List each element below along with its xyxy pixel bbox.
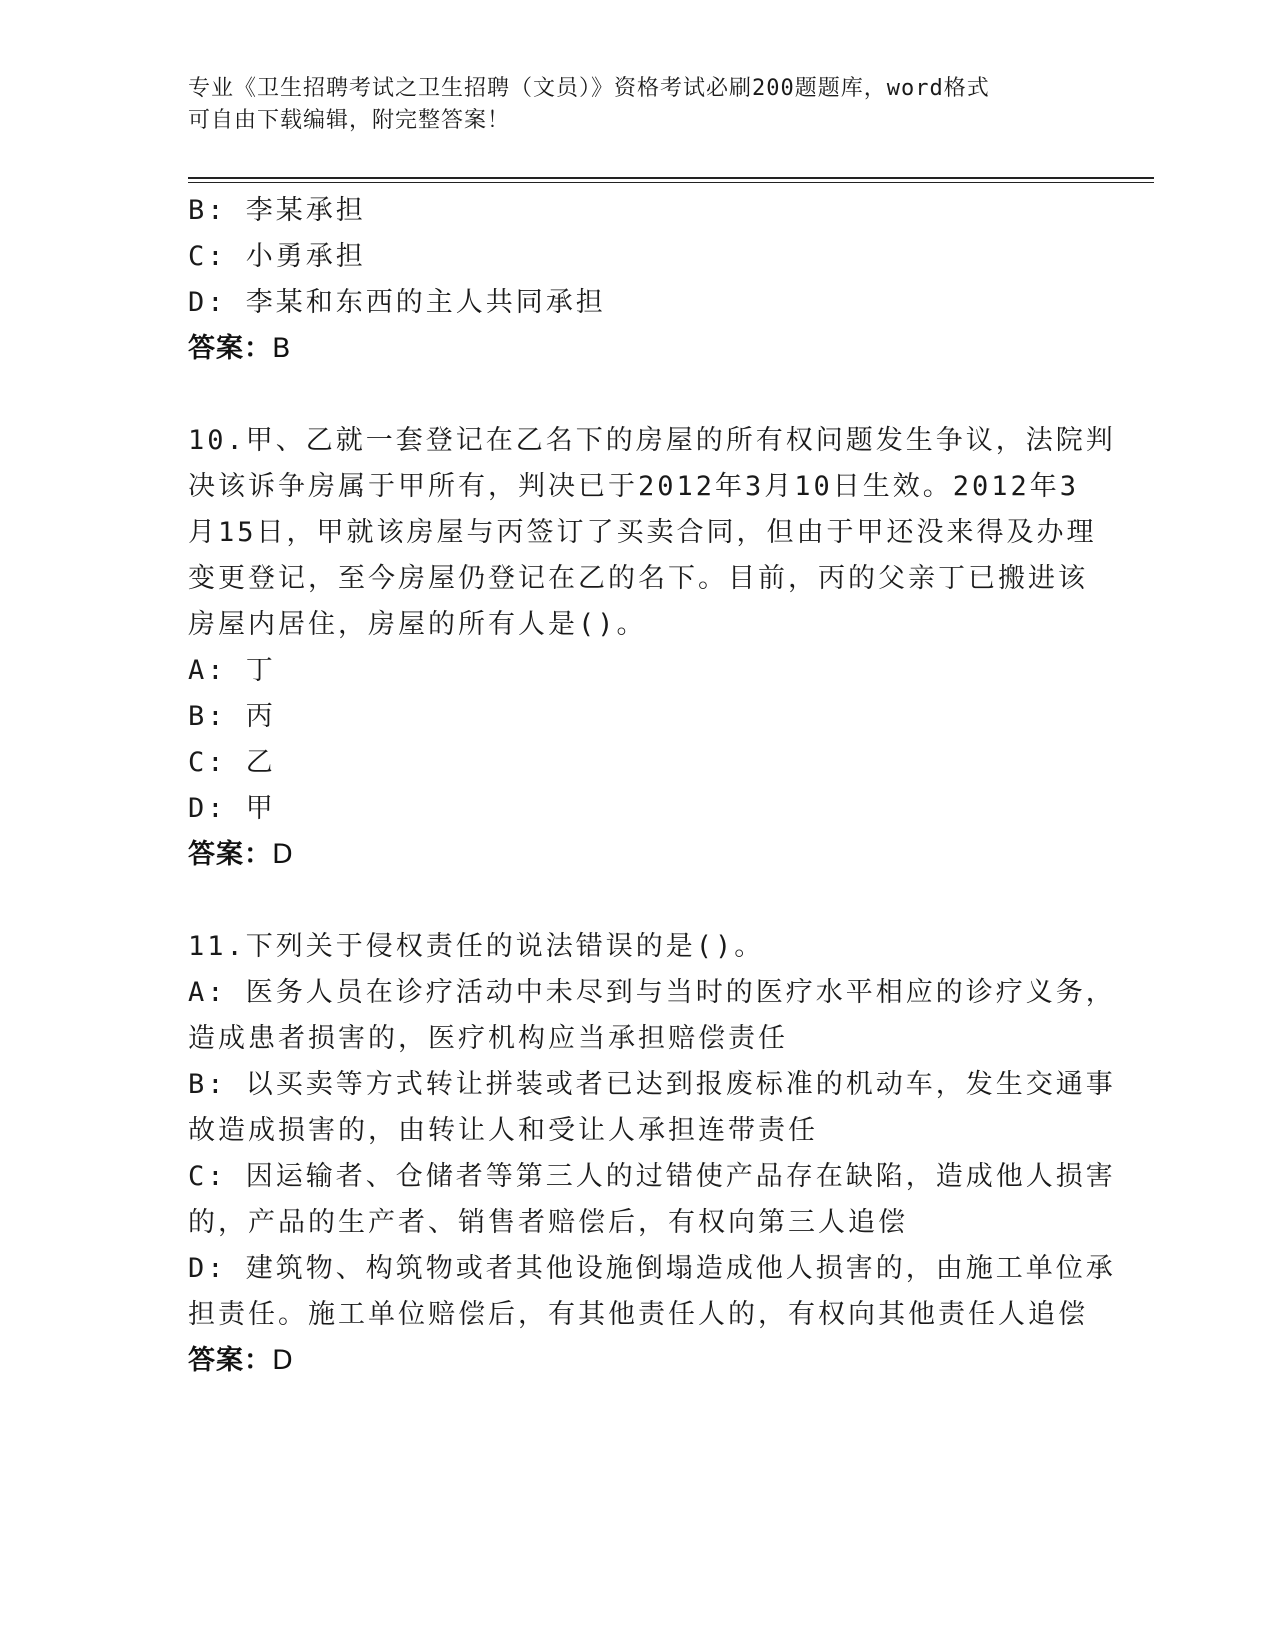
answer-line	[188, 1338, 1088, 1384]
document-body	[188, 188, 1116, 1384]
question-text-line: 变更登记，至今房屋仍登记在乙的名下。目前，丙的父亲丁已搬进该	[188, 563, 1088, 594]
option-c: C: 乙	[188, 747, 276, 778]
option-c: C: 小勇承担	[188, 241, 366, 272]
header-rule-thick	[188, 177, 1154, 179]
answer-label: 答案：	[188, 333, 272, 364]
document-header	[188, 73, 1068, 137]
header-rule-thin	[188, 182, 1154, 183]
answer-value: D	[272, 839, 294, 870]
answer-line	[188, 326, 1088, 372]
spacer	[188, 372, 1088, 418]
option-d-line: D: 建筑物、构筑物或者其他设施倒塌造成他人损害的，由施工单位承	[188, 1253, 1116, 1284]
question-text-line: 11.下列关于侵权责任的说法错误的是()。	[188, 931, 765, 962]
option-d-line: 担责任。施工单位赔偿后，有其他责任人的，有权向其他责任人追偿	[188, 1299, 1088, 1330]
option-c-line: C: 因运输者、仓储者等第三人的过错使产品存在缺陷，造成他人损害	[188, 1161, 1116, 1192]
option-c-line: 的，产品的生产者、销售者赔偿后，有权向第三人追偿	[188, 1207, 908, 1238]
question-9-tail	[188, 188, 1088, 372]
option-a-line: 造成患者损害的，医疗机构应当承担赔偿责任	[188, 1023, 788, 1054]
answer-label: 答案：	[188, 839, 272, 870]
question-text-line: 月15日，甲就该房屋与丙签订了买卖合同，但由于甲还没来得及办理	[188, 517, 1097, 548]
answer-line	[188, 832, 1088, 878]
option-a: A: 丁	[188, 655, 276, 686]
option-b-line: B: 以买卖等方式转让拼装或者已达到报废标准的机动车，发生交通事	[188, 1069, 1116, 1100]
option-a-line: A: 医务人员在诊疗活动中未尽到与当时的医疗水平相应的诊疗义务，	[188, 977, 1116, 1008]
question-text-line: 决该诉争房属于甲所有，判决已于2012年3月10日生效。2012年3	[188, 471, 1080, 502]
option-d: D: 甲	[188, 793, 276, 824]
spacer	[188, 878, 1088, 924]
answer-value: D	[272, 1345, 294, 1376]
header-line-2: 可自由下载编辑，附完整答案！	[188, 108, 511, 133]
header-line-1: 专业《卫生招聘考试之卫生招聘（文员）》资格考试必刷200题题库，word格式	[188, 76, 990, 101]
question-10	[188, 418, 1116, 878]
option-b: B: 李某承担	[188, 195, 366, 226]
answer-label: 答案：	[188, 1345, 272, 1376]
question-text-line: 10.甲、乙就一套登记在乙名下的房屋的所有权问题发生争议，法院判	[188, 425, 1116, 456]
answer-value: B	[272, 333, 292, 364]
question-text-line: 房屋内居住，房屋的所有人是()。	[188, 609, 647, 640]
option-b: B: 丙	[188, 701, 276, 732]
option-b-line: 故造成损害的，由转让人和受让人承担连带责任	[188, 1115, 818, 1146]
option-d: D: 李某和东西的主人共同承担	[188, 287, 606, 318]
question-11	[188, 924, 1116, 1384]
